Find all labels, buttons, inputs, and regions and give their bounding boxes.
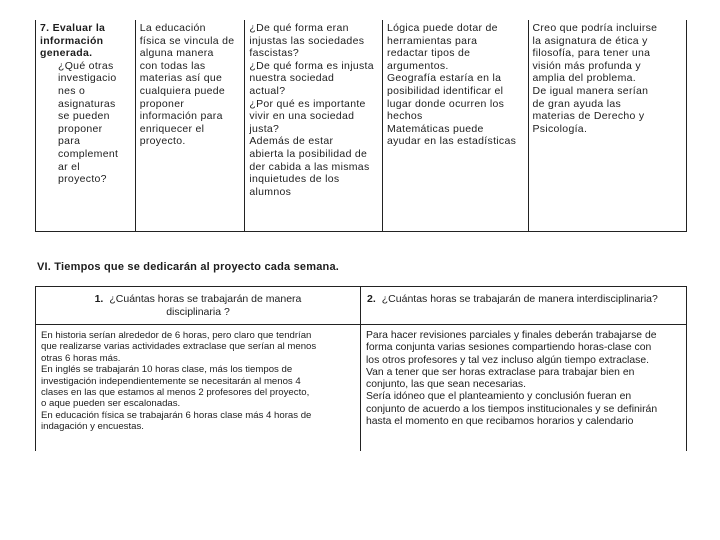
text-line: la asignatura de ética y [532,34,648,47]
section-heading-line: 7. Evaluar la [40,22,106,34]
answer-line: En historia serían alrededor de 6 horas, pero claro que tendrían [41,330,312,341]
disciplinary-answer [36,325,360,433]
text-line: lugar donde ocurren los [386,97,505,110]
text-line: vivir en una sociedad [249,110,355,123]
text-line: visión más profunda y [532,59,641,72]
text-line: Matemáticas puede [386,122,484,135]
text-line: herramientas para [386,34,478,47]
question-line: proponer [58,122,103,135]
text-line: Creo que podría incluirse [532,22,658,34]
text-line: filosofía, para tener una [532,47,651,60]
question-text: ¿Cuántas horas se trabajarán de manera interdisciplinaria? [381,293,658,305]
answer-line: que realizarse varias actividades extraclase que serían al menos [41,341,317,353]
answer-line: forma conjunta varias sesiones compartiendo horas-clase con [366,342,652,354]
text-line: abierta la posibilidad de [249,147,368,160]
text-line: justa? [249,122,280,135]
answer-line: los otros profesores y tal vez incluso algún tiempo extraclase. [366,354,649,366]
answer-line: conjunto, las que sean necesarias. [366,379,527,391]
text-line: Psicología. [532,122,588,135]
text-line: amplia del problema. [532,72,636,85]
text-line: ¿De qué forma es injusta [249,59,374,72]
text-line: con todas las [139,59,206,72]
evaluation-table [35,20,687,232]
text-line: información para [139,110,223,123]
question-line: investigacio [58,72,117,85]
question-line: se pueden [58,110,110,123]
text-line: argumentos. [386,59,449,72]
text-line: ayudar en las estadísticas [386,135,517,148]
history-questions-cell [245,20,383,231]
text-line: actual? [249,84,286,97]
text-line: nuestra sociedad [249,72,335,85]
interdisciplinary-answer [361,325,686,428]
text-line: Geografía estaría en la [386,72,502,85]
answer-line: Sería idóneo que el planteamiento y conclusión fueran en [366,391,632,403]
question-number: 2. [367,293,376,305]
interdisciplinary-hours-column [361,287,686,451]
text-line: hechos [386,110,423,123]
text-line: La educación [139,22,206,34]
text-line: inquietudes de los [249,173,340,186]
answer-line: conjunto de acuerdo a los tiempos institucionales y se definirán [366,403,658,415]
text-line: alumnos [249,185,292,198]
text-line: Además de estar [249,135,334,148]
section-title: VI. Tiempos que se dedicarán al proyecto cada semana. [37,261,340,273]
text-line: de gran ayuda las [532,97,622,110]
question-line: ar el [58,160,80,173]
question-line: asignaturas [58,97,116,110]
evaluation-heading-cell [36,20,136,231]
answer-line: indagación y encuestas. [41,421,144,433]
answer-line: o aque pueden ser escalonadas. [41,398,181,410]
disciplinary-question-header [36,287,360,325]
logic-geography-cell [383,20,529,231]
text-line: proponer [139,97,185,110]
text-line: proyecto. [139,135,186,148]
hours-table [35,287,687,451]
question-line: proyecto? [58,173,107,186]
text-line: enriquecer el [139,122,205,135]
answer-line: En inglés se trabajarán 10 horas clase, más los tiempos de [41,364,293,376]
text-line: física se vincula de [139,34,235,47]
question-text: disciplinaria ? [166,306,230,318]
text-line: redactar tipos de [386,47,471,60]
text-line: Lógica puede dotar de [386,22,498,34]
text-line: alguna manera [139,47,214,60]
text-line: De igual manera serían [532,84,649,97]
question-line: complement [58,147,119,160]
question-line: ¿Qué otras [58,59,114,72]
physical-education-cell [136,20,246,231]
section-heading-line: información [40,34,104,47]
text-line: fascistas? [249,47,300,60]
disciplinary-hours-column [36,287,361,451]
text-line: materias de Derecho y [532,110,645,123]
answer-line: Para hacer revisiones parciales y finales deberán trabajarse de [366,330,657,341]
interdisciplinary-question-header [361,287,686,325]
answer-line: En educación física se trabajarán 6 horas clase más 4 horas de [41,409,312,421]
text-line: injustas las sociedades [249,34,365,47]
answer-line: otras 6 horas más. [41,352,121,364]
text-line: materias así que [139,72,223,85]
text-line: der cabida a las mismas [249,160,370,173]
text-line: posibilidad identificar el [386,84,504,97]
question-number: 1. [94,293,104,305]
text-line: ¿De qué forma eran [249,22,349,34]
question-line: para [58,135,81,148]
text-line: ¿Por qué es importante [249,97,366,110]
ethics-philosophy-cell [529,20,687,231]
question-line: nes o [58,84,86,97]
answer-line: investigación independientemente se necesitarán al menos 4 [41,375,301,387]
answer-line: hasta el momento en que recibamos horarios y calendario [366,416,634,428]
answer-line: Van a tener que ser horas extraclase para trabajar bien en [366,366,635,378]
answer-line: clases en las que estamos al menos 2 profesores del proyecto, [41,387,310,399]
question-text: ¿Cuántas horas se trabajarán de manera [109,293,302,305]
text-line: cualquiera puede [139,84,226,97]
section-heading-line: generada. [40,47,93,60]
